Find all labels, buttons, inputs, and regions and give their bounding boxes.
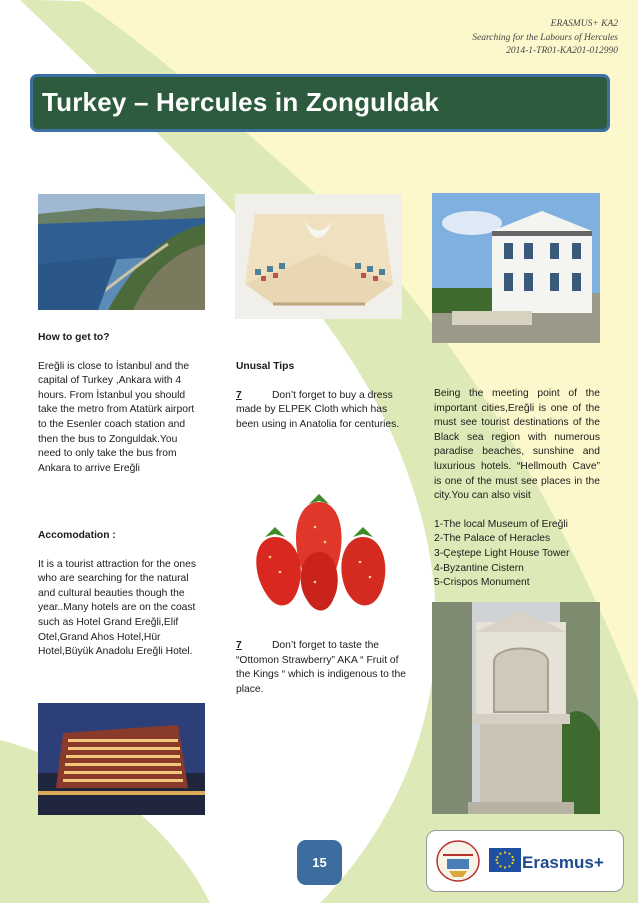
header-program: ERASMUS+ KA2 xyxy=(550,19,618,29)
visit-list-item-2: 2-The Palace of Heracles xyxy=(434,533,551,545)
page-title: Turkey – Hercules in Zonguldak xyxy=(42,87,440,117)
column-right-text xyxy=(434,387,600,591)
visit-list-item-3: 3-Çeştepe Light House Tower xyxy=(434,547,570,559)
erasmus-logo-text: Erasmus+ xyxy=(522,853,604,872)
accommodation-text: It is a tourist attraction for the ones who are searching for the natural and cultural beauties though the year..Many hotels are on the coast such as Hotel Grand Ereğli,Elif Otel,Grand Ahos Hotel,Hür Hotel,Büyük Anadolu Ereğli Hotel. xyxy=(38,558,196,658)
page-number: 15 xyxy=(297,840,342,885)
tip-2 xyxy=(236,639,408,697)
strawberries-photo xyxy=(235,492,403,620)
column-left-text xyxy=(38,331,201,476)
bullet-symbol: 7 xyxy=(236,389,242,401)
tip-2-section xyxy=(236,639,408,697)
tip-1-text: Don’t forget to buy a dress made by ELPEK Cloth which has been using in Anatolia for centuries. xyxy=(236,389,400,430)
museum-building-photo xyxy=(432,193,600,343)
tips-section xyxy=(236,360,408,432)
header-project-code: 2014-1-TR01-KA201-012990 xyxy=(506,46,618,56)
elpek-cloth-photo xyxy=(235,194,402,319)
tips-heading: Unusal Tips xyxy=(236,361,295,372)
footer-logos xyxy=(426,830,624,892)
bullet-symbol-2: 7 xyxy=(236,640,242,651)
coastline-photo xyxy=(38,194,205,310)
document-header xyxy=(472,18,618,59)
how-to-get-heading: How to get to? xyxy=(38,332,110,343)
visit-list-item-1: 1-The local Museum of Ereğli xyxy=(434,518,568,530)
title-banner xyxy=(30,74,610,132)
eu-flag-icon xyxy=(489,848,521,872)
accommodation-section xyxy=(38,529,201,660)
visit-list-item-4: 4-Byzantine Cistern xyxy=(434,562,524,574)
visit-list-item-5: 5-Crispos Monument xyxy=(434,577,530,589)
tip-1 xyxy=(236,389,408,433)
header-project-title: Searching for the Labours of Hercules xyxy=(472,32,618,43)
accommodation-heading: Accomodation : xyxy=(38,530,116,541)
crispos-monument-photo xyxy=(432,602,600,814)
how-to-get-text: Ereğli is close to İstanbul and the capital of Turkey ,Ankara with 4 hours. From İstanbul you should take the metro from Atatürk airport to the Esenler coach station and then the bus to Zonguldak.You need to only take the bus from Ankara to arrive Ereğli xyxy=(38,360,195,474)
school-logo-icon xyxy=(435,839,481,883)
tip-2-text: Don’t forget to taste the “Ottomon Strawberry” AKA “ Fruit of the Kings “ which is indigenous to the place. xyxy=(236,640,406,695)
erelgi-intro-text: Being the meeting point of the important cities,Ereğli is one of the must see tourist destinations of the Black sea region with numerous paradise beaches, sunshine and luxurious hotels. “Hellmouth Cave” is one of the must see places in the city.You can also visit xyxy=(434,388,600,502)
hotel-photo xyxy=(38,703,205,815)
